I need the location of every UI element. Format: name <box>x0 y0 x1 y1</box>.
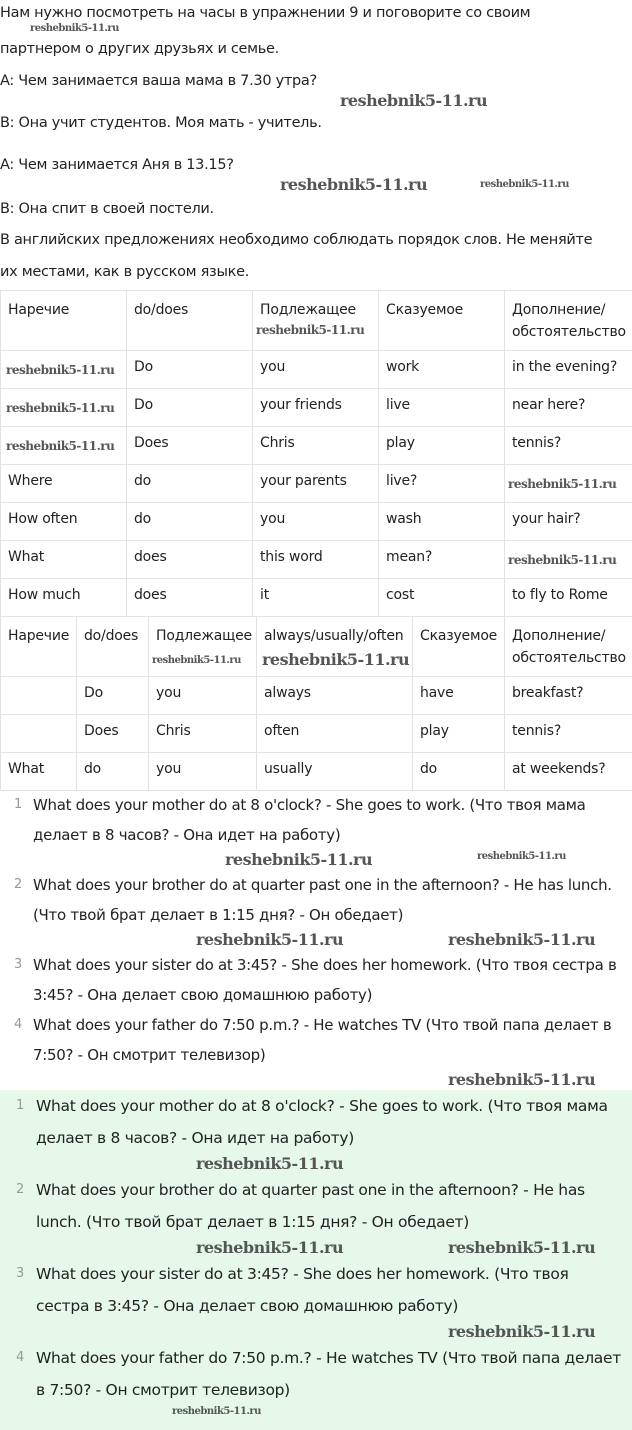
table-cell: What <box>1 753 77 791</box>
table-row <box>1 677 632 715</box>
answer-text: What does your father do 7:50 p.m.? - He watches TV (Что твой папа делает в 7:50? - Он смотрит телевизор) <box>36 1349 621 1399</box>
header-cell: Наречие <box>1 617 77 677</box>
answer-item <box>0 1342 632 1406</box>
table-cell: you <box>149 677 257 715</box>
table-cell: How much <box>1 579 127 617</box>
table-cell: do <box>413 753 505 791</box>
table-cell: live? <box>379 465 505 503</box>
dialog-line: A: Чем занимается ваша мама в 7.30 утра? <box>0 73 317 89</box>
answer-text: What does your father do 7:50 p.m.? - He watches TV (Что твой папа делает в 7:50? - Он смотрит телевизор) <box>33 1016 612 1064</box>
table-cell: have <box>413 677 505 715</box>
item-number: 2 <box>14 877 22 892</box>
watermark: reshebnik5-11.ru <box>477 851 566 862</box>
table-cell: tennis? <box>505 427 632 465</box>
table-cell: do <box>127 503 253 541</box>
word-order-table-1 <box>0 290 632 617</box>
table-cell: wash <box>379 503 505 541</box>
table-cell: mean? <box>379 541 505 579</box>
answers-list <box>0 790 632 1090</box>
table-cell: Chris <box>149 715 257 753</box>
answer-item <box>0 1010 632 1070</box>
watermark-row <box>0 1238 632 1258</box>
table-cell: does <box>127 541 253 579</box>
watermark: reshebnik5-11.ru <box>6 363 115 377</box>
table-row <box>1 753 632 791</box>
watermark: reshebnik5-11.ru <box>152 655 241 666</box>
answer-item <box>0 1174 632 1238</box>
watermark-row <box>0 1154 632 1174</box>
watermark: reshebnik5-11.ru <box>225 850 373 869</box>
watermark: reshebnik5-11.ru <box>448 1322 596 1341</box>
table-cell: Does <box>127 427 253 465</box>
watermark: reshebnik5-11.ru <box>448 1238 596 1257</box>
header-cell: Наречие <box>1 291 127 351</box>
watermark: reshebnik5-11.ru <box>340 91 488 110</box>
watermark: reshebnik5-11.ru <box>30 23 119 34</box>
watermark: reshebnik5-11.ru <box>196 1154 344 1173</box>
table-cell <box>1 715 77 753</box>
table-cell: Do <box>77 677 149 715</box>
table-cell: play <box>379 427 505 465</box>
watermark: reshebnik5-11.ru <box>280 175 428 194</box>
table-row <box>1 503 632 541</box>
answer-text: What does your mother do at 8 o'clock? - She goes to work. (Что твоя мама делает в 8 часов? - Она идет на работу) <box>33 796 586 844</box>
watermark-row <box>0 1070 632 1090</box>
table-cell: usually <box>257 753 413 791</box>
watermark: reshebnik5-11.ru <box>6 439 115 453</box>
item-number: 1 <box>14 797 22 812</box>
table-cell: do <box>127 465 253 503</box>
table-cell: it <box>253 579 379 617</box>
watermark-row <box>0 850 632 870</box>
header-cell: Сказуемое <box>379 291 505 351</box>
answer-text: What does your mother do at 8 o'clock? - She goes to work. (Что твоя мама делает в 8 часов? - Она идет на работу) <box>36 1097 608 1147</box>
table-cell <box>1 677 77 715</box>
dialog-line: A: Чем занимается Аня в 13.15? <box>0 157 234 173</box>
table-cell: Where <box>1 465 127 503</box>
watermark: reshebnik5-11.ru <box>196 930 344 949</box>
table-header-row <box>1 291 632 351</box>
table-cell: tennis? <box>505 715 632 753</box>
watermark-row <box>0 1406 632 1420</box>
table-cell: you <box>149 753 257 791</box>
table-cell: to fly to Rome <box>505 579 632 617</box>
watermark-row <box>0 1322 632 1342</box>
watermark: reshebnik5-11.ru <box>448 930 596 949</box>
table-cell: you <box>253 503 379 541</box>
item-number: 3 <box>14 957 22 972</box>
header-cell: always/usually/often <box>257 617 413 677</box>
dialog-line: B: Она спит в своей постели. <box>0 201 214 217</box>
table-cell: play <box>413 715 505 753</box>
table-cell: Do <box>127 389 253 427</box>
table-cell: your hair? <box>505 503 632 541</box>
table-cell: your parents <box>253 465 379 503</box>
answer-text: What does your sister do at 3:45? - She does her homework. (Что твоя сестра в 3:45? - Она делает свою домашнюю работу) <box>36 1265 569 1315</box>
item-number: 4 <box>16 1350 24 1365</box>
answer-text: What does your brother do at quarter past one in the afternoon? - He has lunch. (Что твой брат делает в 1:15 дня? - Он обедает) <box>36 1181 585 1231</box>
table-cell: this word <box>253 541 379 579</box>
table-cell: live <box>379 389 505 427</box>
watermark: reshebnik5-11.ru <box>256 323 365 337</box>
header-cell: Подлежащее <box>253 291 379 351</box>
table-cell: always <box>257 677 413 715</box>
watermark: reshebnik5-11.ru <box>448 1070 596 1089</box>
header-cell: do/does <box>127 291 253 351</box>
table-cell: do <box>77 753 149 791</box>
answer-item <box>0 1258 632 1322</box>
watermark: reshebnik5-11.ru <box>172 1406 261 1417</box>
header-cell: Сказуемое <box>413 617 505 677</box>
table-cell: at weekends? <box>505 753 632 791</box>
table-cell: breakfast? <box>505 677 632 715</box>
item-number: 2 <box>16 1182 24 1197</box>
watermark: reshebnik5-11.ru <box>480 179 569 190</box>
watermark: reshebnik5-11.ru <box>196 1238 344 1257</box>
word-order-table-2 <box>0 616 632 791</box>
watermark: reshebnik5-11.ru <box>508 477 617 491</box>
answer-text: What does your brother do at quarter past one in the afternoon? - He has lunch. (Что твой брат делает в 1:15 дня? - Он обедает) <box>33 876 612 924</box>
header-cell: Дополнение/ обстоятельство <box>505 291 632 351</box>
table-cell: your friends <box>253 389 379 427</box>
table-cell: near here? <box>505 389 632 427</box>
header-cell: Дополнение/ обстоятельство <box>505 617 632 677</box>
table-row <box>1 715 632 753</box>
header-cell: Подлежащее <box>149 617 257 677</box>
table-cell: does <box>127 579 253 617</box>
watermark: reshebnik5-11.ru <box>508 553 617 567</box>
item-number: 4 <box>14 1017 22 1032</box>
table-row <box>1 579 632 617</box>
watermark-row <box>0 930 632 950</box>
table-cell: Does <box>77 715 149 753</box>
table-cell: often <box>257 715 413 753</box>
table-cell: in the evening? <box>505 351 632 389</box>
intro-line: партнером о других друзьях и семье. <box>0 41 279 57</box>
rule-line: В английских предложениях необходимо соблюдать порядок слов. Не меняйте <box>0 232 593 248</box>
header-cell: do/does <box>77 617 149 677</box>
answer-item <box>0 870 632 930</box>
table-cell: How often <box>1 503 127 541</box>
answer-text: What does your sister do at 3:45? - She does her homework. (Что твоя сестра в 3:45? - Она делает свою домашнюю работу) <box>33 956 617 1004</box>
table-cell: Chris <box>253 427 379 465</box>
rule-line: их местами, как в русском языке. <box>0 264 250 280</box>
table-cell: you <box>253 351 379 389</box>
answer-item <box>0 950 632 1010</box>
table-cell: work <box>379 351 505 389</box>
watermark: reshebnik5-11.ru <box>6 401 115 415</box>
answers-list-highlighted <box>0 1090 632 1430</box>
table-cell: What <box>1 541 127 579</box>
intro-line: Нам нужно посмотреть на часы в упражнении 9 и поговорите со своим <box>0 5 531 21</box>
table-cell: Do <box>127 351 253 389</box>
dialog-line: B: Она учит студентов. Моя мать - учитель. <box>0 115 322 131</box>
answer-item <box>0 1090 632 1154</box>
watermark: reshebnik5-11.ru <box>262 650 410 669</box>
answer-item <box>0 790 632 850</box>
item-number: 3 <box>16 1266 24 1281</box>
item-number: 1 <box>16 1098 24 1113</box>
table-cell: cost <box>379 579 505 617</box>
